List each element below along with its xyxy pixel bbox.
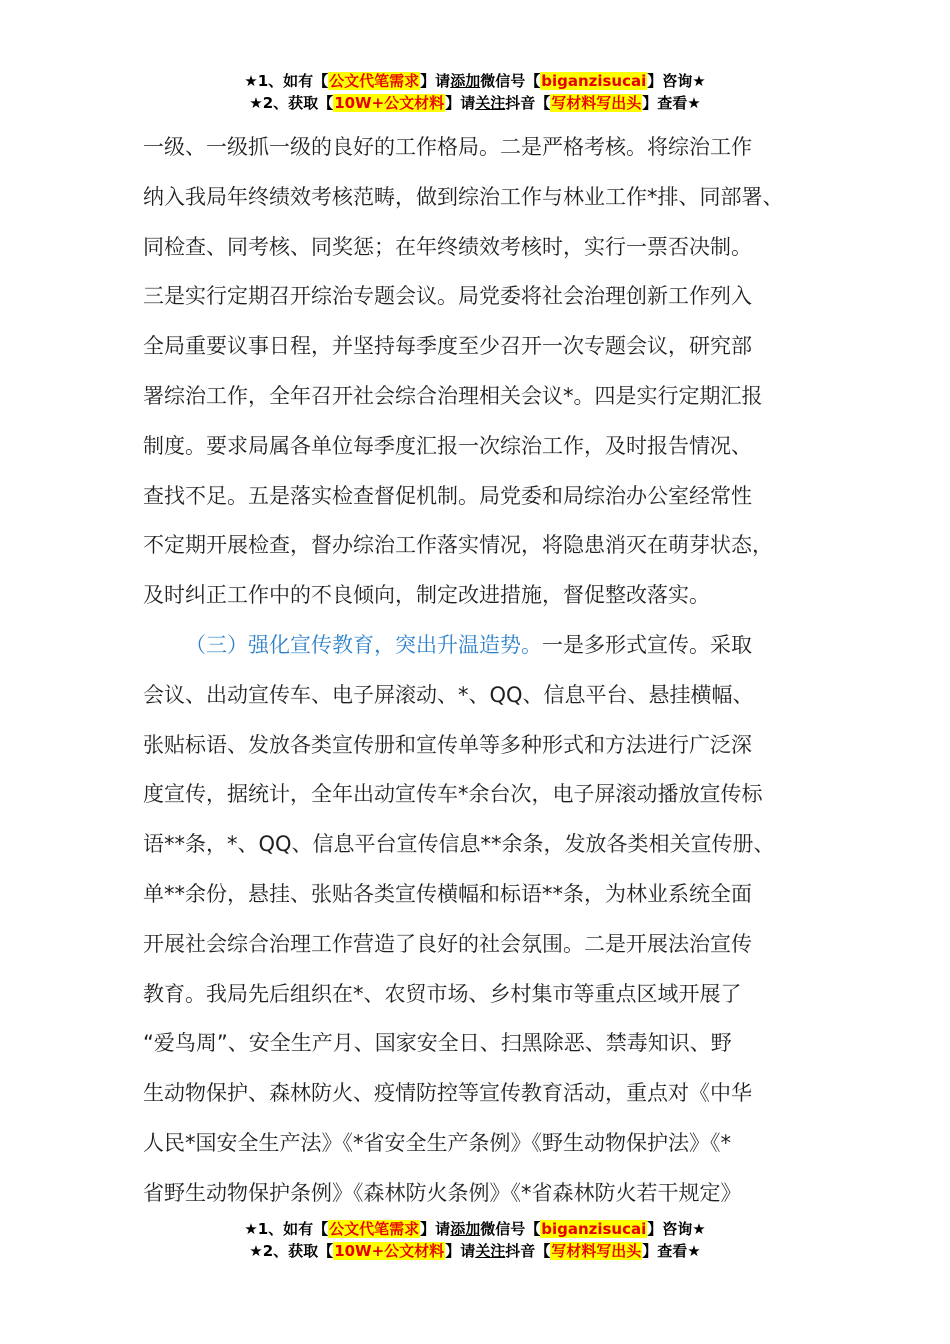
body-line: 及时纠正工作中的不良倾向，制定改进措施，督促整改落实。 xyxy=(143,583,710,608)
banner-highlight: 10W+公文材料 xyxy=(334,1242,445,1260)
body-line: 度宣传，据统计，全年出动宣传车*余台次，电子屏滚动播放宣传标 xyxy=(143,782,763,807)
section-first-line xyxy=(143,621,823,671)
banner-line-1 xyxy=(0,1218,950,1240)
body-line: 张贴标语、发放各类宣传册和宣传单等多种形式和方法进行广泛深 xyxy=(143,732,752,757)
top-banner xyxy=(0,70,950,114)
document-body xyxy=(143,123,823,1219)
body-line: 人民*国安全生产法》《*省安全生产条例》《野生动物保护法》《* xyxy=(143,1130,731,1155)
banner-underlined: 添加 xyxy=(450,72,481,90)
banner-text: 抖音【 xyxy=(505,1242,551,1260)
banner-highlight: 公文代笔需求 xyxy=(329,72,420,90)
banner-text: ★1、如有【 xyxy=(244,1220,329,1238)
banner-highlight: 公文代笔需求 xyxy=(329,1220,420,1238)
banner-text: 】请 xyxy=(445,94,476,112)
body-line: 查找不足。五是落实检查督促机制。局党委和局综治办公室经常性 xyxy=(143,483,752,508)
body-line: 语**条，*、QQ、信息平台宣传信息**余条，发放各类相关宣传册、 xyxy=(143,832,775,857)
body-line: 制度。要求局属各单位每季度汇报一次综治工作，及时报告情况、 xyxy=(143,433,752,458)
banner-text: 】请 xyxy=(420,72,451,90)
body-line: 同检查、同考核、同奖惩；在年终绩效考核时，实行一票否决制。 xyxy=(143,234,752,259)
banner-text: 】咨询★ xyxy=(647,1220,706,1238)
banner-line-2 xyxy=(0,1240,950,1262)
banner-line-1 xyxy=(0,70,950,92)
banner-highlight: biganzisucai xyxy=(541,72,647,90)
banner-underlined: 关注 xyxy=(475,1242,506,1260)
banner-text: ★2、获取【 xyxy=(249,94,334,112)
body-line: 署综治工作，全年召开社会综合治理相关会议*。四是实行定期汇报 xyxy=(143,383,763,408)
body-line: 开展社会综合治理工作营造了良好的社会氛围。二是开展法治宣传 xyxy=(143,931,752,956)
banner-text: 微信号【 xyxy=(480,1220,541,1238)
banner-text: 】请 xyxy=(445,1242,476,1260)
body-line: 生动物保护、森林防火、疫情防控等宣传教育活动，重点对《中华 xyxy=(143,1081,752,1106)
banner-highlight: biganzisucai xyxy=(541,1220,647,1238)
banner-text: 抖音【 xyxy=(505,94,551,112)
banner-text: ★1、如有【 xyxy=(244,72,329,90)
banner-text: 】查看★ xyxy=(642,94,701,112)
banner-highlight: 10W+公文材料 xyxy=(334,94,445,112)
banner-underlined: 关注 xyxy=(475,94,506,112)
body-line: 会议、出动宣传车、电子屏滚动、*、QQ、信息平台、悬挂横幅、 xyxy=(143,682,754,707)
body-line: “爱鸟周”、安全生产月、国家安全日、扫黑除恶、禁毒知识、野 xyxy=(143,1031,732,1056)
body-line: 一级、一级抓一级的良好的工作格局。二是严格考核。将综治工作 xyxy=(143,135,752,159)
body-line: 省野生动物保护条例》《森林防火条例》《*省森林防火若干规定》 xyxy=(143,1180,742,1205)
banner-text: 】咨询★ xyxy=(647,72,706,90)
banner-underlined: 添加 xyxy=(450,1220,481,1238)
body-line: 不定期开展检查，督办综治工作落实情况，将隐患消灭在萌芽状态， xyxy=(143,533,773,558)
body-line: 单**余份，悬挂、张贴各类宣传横幅和标语**条，为林业系统全面 xyxy=(143,881,752,906)
section-first-line-text: 一是多形式宣传。采取 xyxy=(542,632,752,657)
banner-text: 】查看★ xyxy=(642,1242,701,1260)
banner-highlight: 写材料写出头 xyxy=(551,1242,642,1260)
body-line: 教育。我局先后组织在*、农贸市场、乡村集市等重点区域开展了 xyxy=(143,981,742,1006)
banner-text: 】请 xyxy=(420,1220,451,1238)
banner-line-2 xyxy=(0,92,950,114)
bottom-banner xyxy=(0,1218,950,1262)
body-line: 全局重要议事日程，并坚持每季度至少召开一次专题会议，研究部 xyxy=(143,334,752,359)
banner-text: 微信号【 xyxy=(480,72,541,90)
banner-text: ★2、获取【 xyxy=(249,1242,334,1260)
section-heading: （三）强化宣传教育，突出升温造势。 xyxy=(185,632,542,657)
banner-highlight: 写材料写出头 xyxy=(551,94,642,112)
body-line: 三是实行定期召开综治专题会议。局党委将社会治理创新工作列入 xyxy=(143,284,752,309)
body-line: 纳入我局年终绩效考核范畴，做到综治工作与林业工作*排、同部署、 xyxy=(143,184,784,209)
